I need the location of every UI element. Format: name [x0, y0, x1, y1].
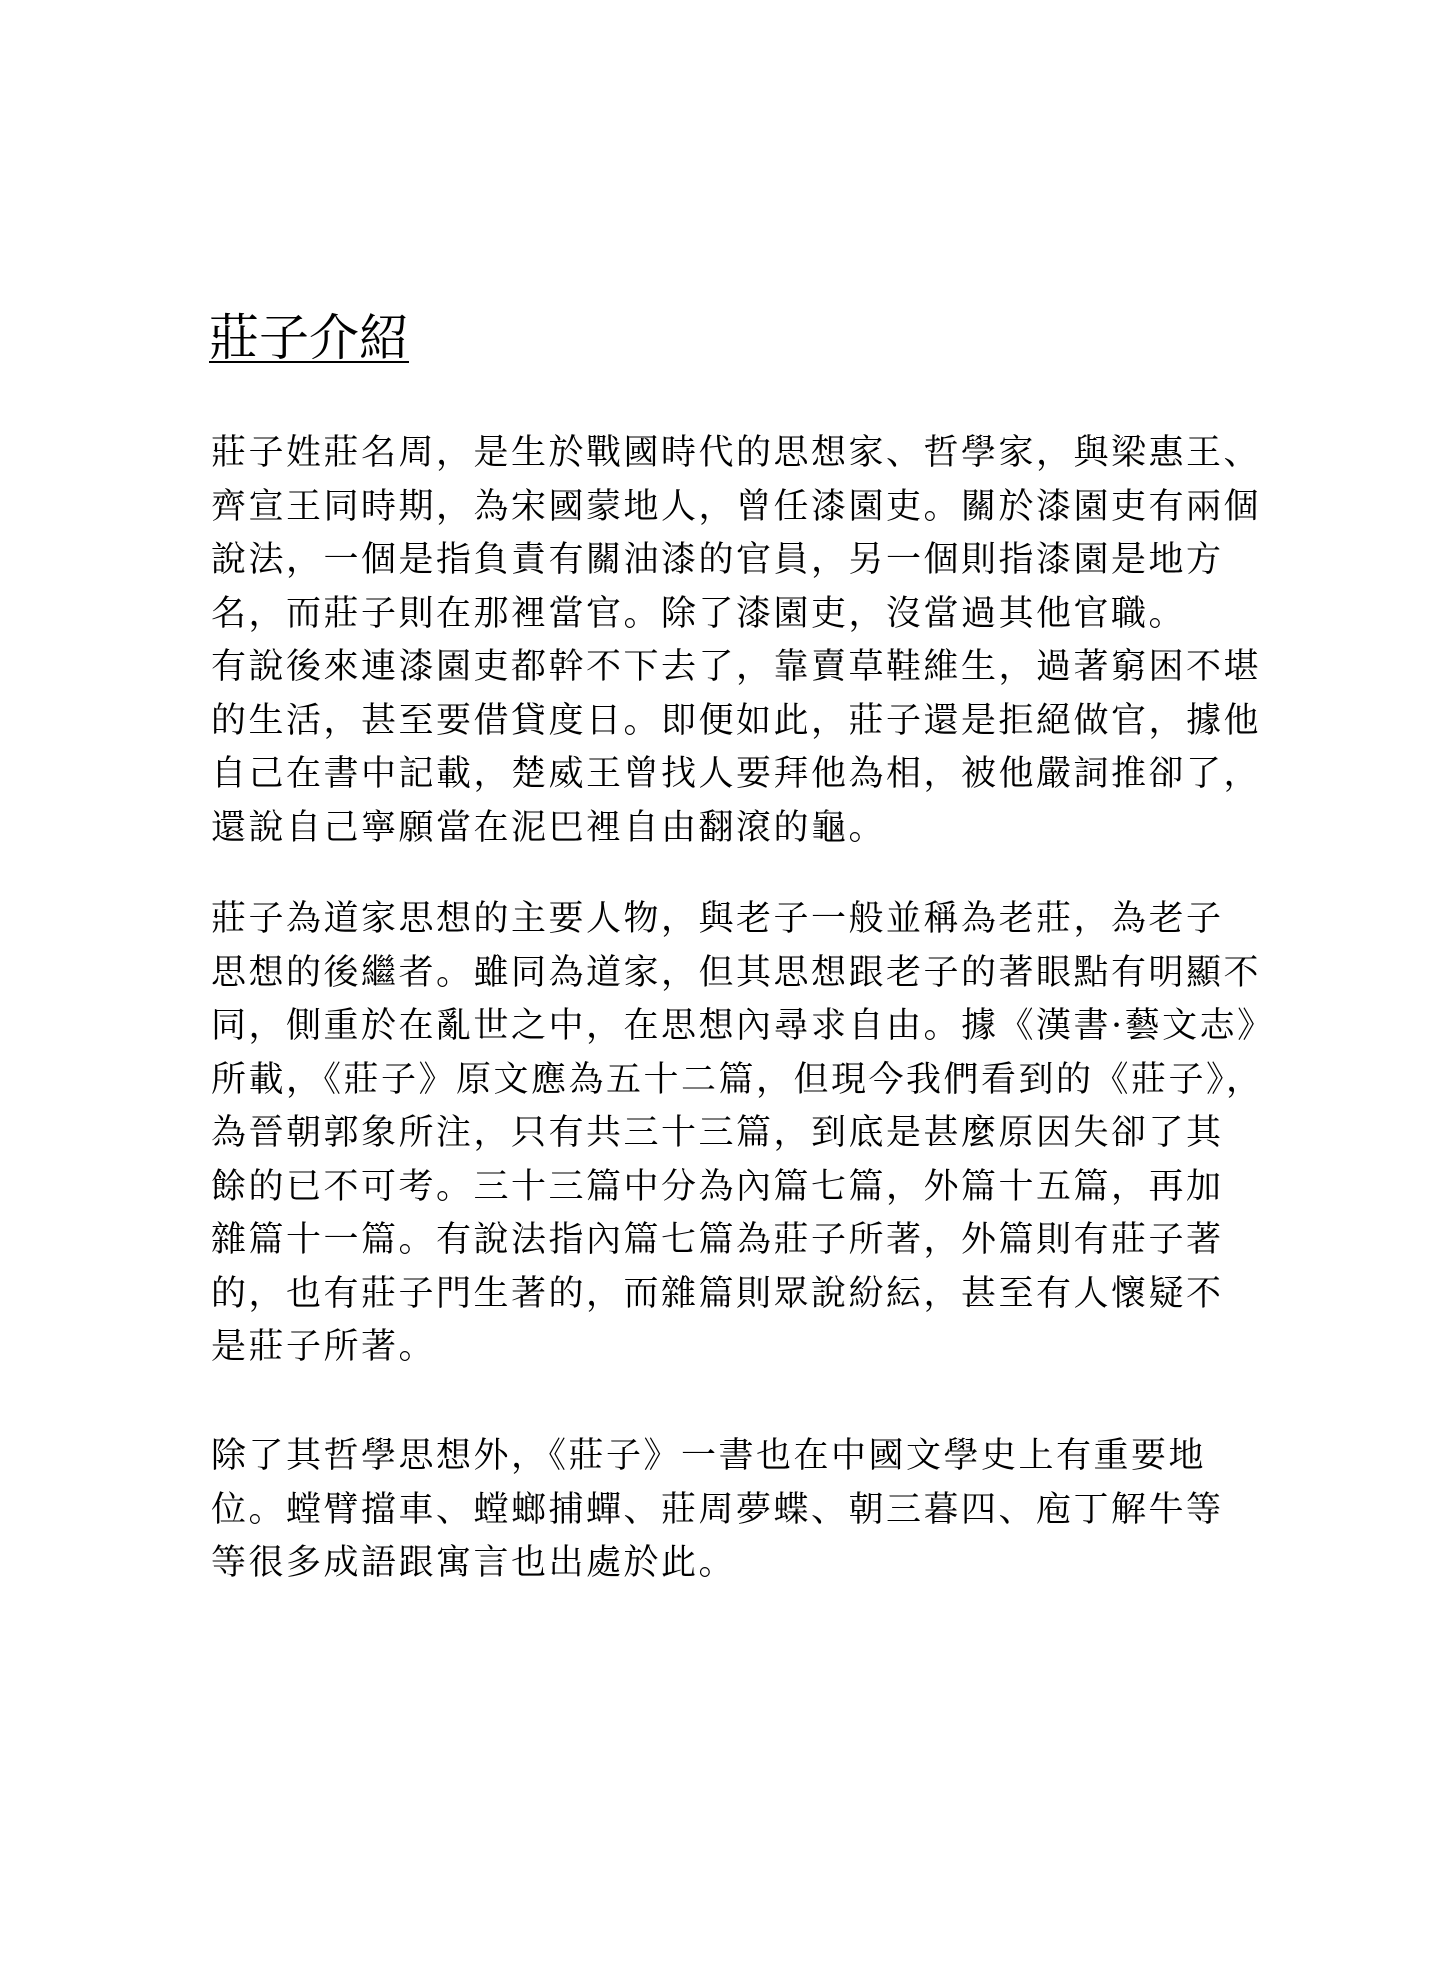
text-line: 還說自己寧願當在泥巴裡自由翻滾的龜。 — [211, 807, 887, 848]
text-line: 餘的已不可考。三十三篇中分為內篇七篇，外篇十五篇，再加 — [211, 1166, 1224, 1207]
text-line: 同，側重於在亂世之中，在思想內尋求自由。據《漢書·藝文志》 — [211, 1006, 1275, 1046]
text-line: 的，也有莊子門生著的，而雜篇則眾說紛紜，甚至有人懷疑不 — [211, 1273, 1224, 1314]
text-line: 所載，《莊子》原文應為五十二篇，但現今我們看到的《莊子》， — [211, 1059, 1264, 1100]
text-line: 有說後來連漆園吏都幹不下去了，靠賣草鞋維生，過著窮困不堪 — [211, 647, 1262, 687]
text-line: 說法，一個是指負責有關油漆的官員，另一個則指漆園是地方 — [211, 540, 1224, 580]
page-title: 莊子介紹 — [209, 309, 409, 367]
text-line: 自己在書中記載，楚威王曾找人要拜他為相，被他嚴詞推卻了， — [211, 754, 1262, 794]
text-line: 莊子為道家思想的主要人物，與老子一般並稱為老莊，為老子 — [211, 899, 1224, 939]
text-line: 齊宣王同時期，為宋國蒙地人，曾任漆園吏。關於漆園吏有兩個 — [211, 486, 1262, 527]
paragraph-3 — [211, 1430, 1224, 1591]
text-line: 是莊子所著。 — [211, 1327, 437, 1367]
text-line: 位。螳臂擋車、螳螂捕蟬、莊周夢蝶、朝三暮四、庖丁解牛等 — [211, 1489, 1224, 1530]
text-line: 莊子姓莊名周，是生於戰國時代的思想家、哲學家，與梁惠王、 — [211, 433, 1262, 473]
text-line: 等很多成語跟寓言也出處於此。 — [211, 1543, 737, 1583]
paragraph-2 — [211, 893, 1275, 1375]
text-line: 思想的後繼者。雖同為道家，但其思想跟老子的著眼點有明顯不 — [211, 952, 1262, 993]
text-line: 名，而莊子則在那裡當官。除了漆園吏，沒當過其他官職。 — [211, 593, 1187, 634]
text-line: 雜篇十一篇。有說法指內篇七篇為莊子所著，外篇則有莊子著 — [211, 1220, 1224, 1260]
text-line: 除了其哲學思想外，《莊子》一書也在中國文學史上有重要地 — [211, 1436, 1207, 1476]
text-line: 為晉朝郭象所注，只有共三十三篇，到底是甚麼原因失卻了其 — [211, 1113, 1224, 1153]
text-line: 的生活，甚至要借貸度日。即便如此，莊子還是拒絕做官，據他 — [211, 700, 1262, 741]
paragraph-1 — [211, 427, 1261, 855]
